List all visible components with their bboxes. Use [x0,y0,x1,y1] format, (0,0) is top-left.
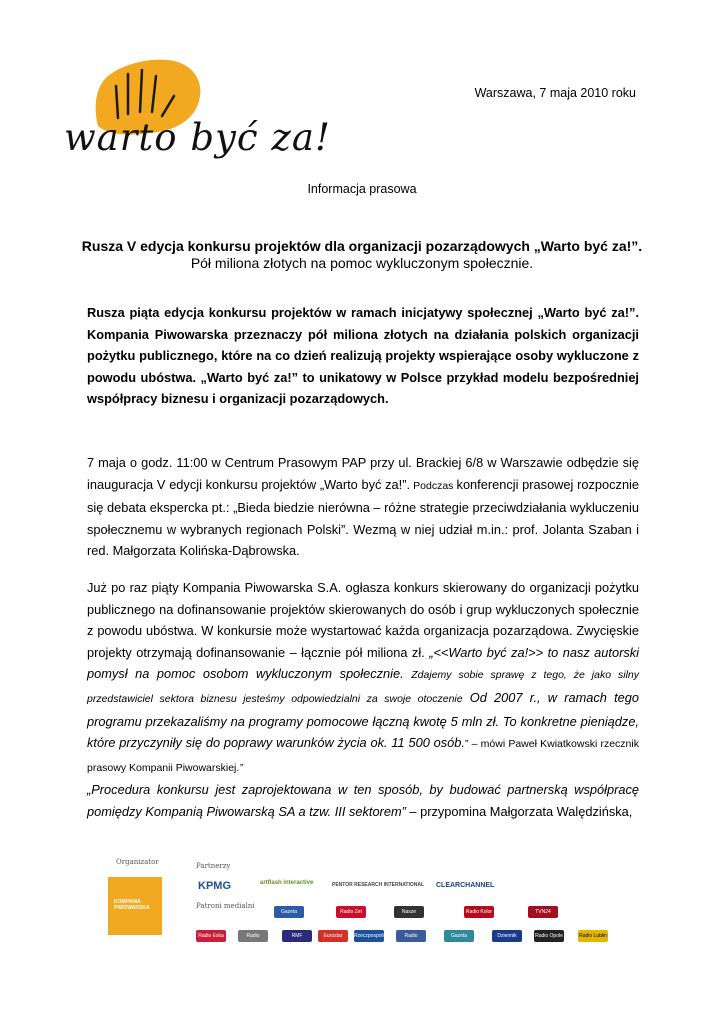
lead-paragraph [87,302,639,410]
paragraph-event [87,452,639,562]
headline [70,238,654,272]
partner-clearchannel-logo: CLEARCHANNEL [436,882,495,889]
quote-attribution: ” – mówi Paweł Kwiatkowski rzecznik prasowy Kompanii Piwowarskiej. [87,738,639,774]
document-type: Informacja prasowa [307,182,417,196]
partner-pentor-logo: PENTOR RESEARCH INTERNATIONAL [332,882,425,888]
quote-close: ” [239,761,243,774]
logo-wordmark: warto być za! [64,116,331,159]
media-logo-4: Radio Kolor [464,906,494,918]
kompania-piwowarska-logo [108,877,162,935]
media-logo-7: Radio Katowice [238,930,268,942]
event-text-a: 7 maja o godz. 11:00 w Centrum Prasowym PAP przy ul. Brackiej 6/8 w Warszawie odbędzie się inauguracja V edycji konkursu projektów „Warto być za!”. [87,455,639,492]
media-logo-6: Radio Eska [196,930,226,942]
media-logo-11: Radio Kraków [396,930,426,942]
media-logo-13: Dziennik Polski [492,930,522,942]
warto-byc-za-logo [64,56,331,160]
media-logo-9: Eurostar [318,930,348,942]
headline-title: Rusza V edycja konkursu projektów dla organizacji pozarządowych „Warto być za!”. [81,238,643,254]
media-logo-12: Gazeta Krakowska [444,930,474,942]
procedure-attribution: – przypomina Małgorzata Walędzińska, [405,803,633,819]
sponsors-footer [88,836,636,986]
partner-kpmg-logo: KPMG [198,880,231,892]
headline-subtitle: Pół miliona złotych na pomoc wykluczonym społecznie. [190,255,534,271]
media-logo-5: TVN24 [528,906,558,918]
date-line: Warszawa, 7 maja 2010 roku [474,86,636,100]
media-logo-1: Gazeta Wyborcza [274,906,304,918]
partner-artflash-logo: artflash interactive [260,880,314,886]
contest-text-a: Już po raz piąty Kompania Piwowarska S.A. ogłasza konkurs skierowany do organizacji pożytku publicznego na dofinansowanie projektów skierowanych do osób i grup wykluczonych społecznie z powodu ubóstwa. W konkursie może wystartować każda organizacja pozarządowa. Zwycięskie projekty otrzymają dofinansowanie – łącznie pół miliona zł. [87,580,639,660]
quote-part-2: Zdajemy sobie sprawę z tego, że jako silny przedstawiciel sektora biznesu jesteśmy odpowiedzialni za swoje otoczenie [87,669,639,705]
media-patrons-label: Patroni medialni [196,902,255,910]
event-text-c: konferencji prasowej rozpocznie się debata ekspercka pt.: „Bieda biedzie nierówna – różne strategie przeciwdziałania wykluczeniu społecznemu w wybranych regionach Polski”. Wezmą w niej udział m.in.: prof. Jolanta Szaban i red. Małgorzata Kolińska-Dąbrowska. [87,476,640,559]
quote-part-1: „<<Warto być za!>> to nasz autorski pomysł na pomoc osobom wykluczonym społecznie. [87,644,639,682]
media-logo-8: RMF [282,930,312,942]
organizer-name: KOMPANIA PIWOWARSKA [114,899,150,911]
event-text-b: Podczas [410,479,457,492]
media-logo-10: Rzeczpospolita [354,930,384,942]
media-logo-3: Nasze Miasto [394,906,424,918]
media-logo-2: Radio Zet [336,906,366,918]
partners-label: Partnerzy [196,862,231,870]
media-logo-14: Radio Opole [534,930,564,942]
lead-text: Rusza piąta edycja konkursu projektów w ramach inicjatywy społecznej „Warto być za!”. Kompania Piwowarska przeznaczy pół miliona złotych na działania polskich organizacji pożytku publicznego, które na co dzień realizują projekty wspierające osoby wykluczone z powodu ubóstwa. „Warto być za!” to unikatowy w Polsce przykład modelu bezpośredniej współpracy biznesu i organizacji pozarządowych. [87,305,639,407]
paragraph-contest [87,577,639,823]
organizer-label: Organizator [116,858,159,866]
quote-part-3: Od 2007 r., w ramach tego programu przekazaliśmy na programy pomocowe łączną kwotę 5 mln zł. To konkretne pieniądze, które przyczyniły się do poprawy warunków życia ok. 11 500 osób. [87,689,639,751]
media-logo-15: Radio Lublin [578,930,608,942]
procedure-quote: „Procedura konkursu jest zaprojektowana w ten sposób, by budować partnerską współpracę pomiędzy Kompanią Piwowarską SA a tzw. III sektorem” [87,782,639,819]
